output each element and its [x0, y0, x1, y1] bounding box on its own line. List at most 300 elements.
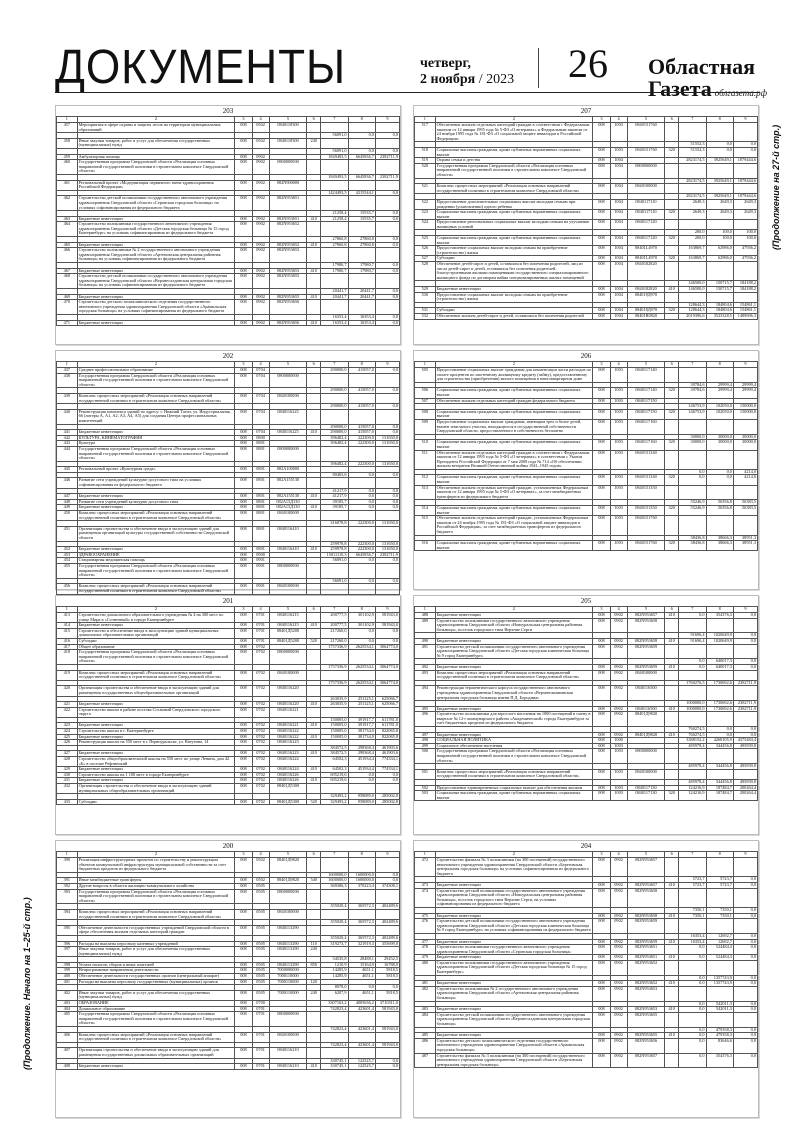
- expense-type: 320: [665, 388, 679, 398]
- target-code: 082N953659: [627, 939, 665, 945]
- table-row: [57, 909, 400, 919]
- expense-type: 850: [307, 962, 321, 968]
- section-code: 0700: [252, 1001, 269, 1007]
- amount-2026: [733, 712, 757, 727]
- item-name: СОЦИАЛЬНАЯ ПОЛИТИКА: [435, 738, 593, 744]
- item-name: Организация строительства и обеспечение ввода в эксплуатацию зданий для размещения организаций культуры государственной собственности Свердловской области: [77, 526, 235, 541]
- item-name: Строительство детской поликлиники государственного автономного учреждения здравоохранения Свердловской области «Новоуральская центральная районная больница», поселок городского типа Верхние Серги, на условиях софинансирования из федерального бюджета: [435, 888, 593, 907]
- ministry-code: 008: [235, 767, 252, 773]
- amount-2026: 0,0: [375, 878, 399, 884]
- amount-2026: 2649,3: [733, 199, 757, 209]
- row-number: 472: [415, 858, 436, 877]
- column-header: 4: [610, 117, 627, 123]
- amount-2025: 122525,7: [348, 1058, 375, 1064]
- amount-2025: 0,0: [706, 142, 733, 148]
- expense-type: [665, 184, 679, 194]
- section-code: 0502: [252, 138, 269, 148]
- amount-2025: [706, 749, 733, 764]
- section-code: 1003: [610, 541, 627, 551]
- item-name: Социальные выплаты гражданам, кроме публичных нормативных социальных выплат: [435, 210, 593, 220]
- row-number: 501: [415, 769, 436, 779]
- brand-site: облгазета.рф: [714, 88, 768, 98]
- table-row: [57, 248, 400, 263]
- item-name: Социальные выплаты гражданам, кроме публичных нормативных социальных выплат: [435, 147, 593, 157]
- item-name: Государственная программа Свердловской области «Реализация основных направлений государственной политики в строительном комплексе Свердловской области»: [77, 650, 235, 665]
- section-code: 0902: [610, 888, 627, 907]
- expense-type: [307, 160, 321, 175]
- target-code: 082N953657: [627, 858, 665, 877]
- sheet-page-number: 202: [222, 352, 234, 360]
- table-row: [57, 650, 400, 665]
- item-name: Строительство поликлиники № 2 государственного автономного учреждения здравоохранения Свердловской области «Артемовская центральная районная больница» на условиях софинансирования из федерального бюджета: [77, 248, 235, 263]
- target-code: 0840182820: [627, 287, 665, 293]
- section-code: 1004: [610, 199, 627, 209]
- amount-2024: [679, 670, 706, 680]
- item-name: Бюджетные инвестиции: [435, 613, 593, 619]
- expense-type: [307, 757, 321, 767]
- amount-2025: 17980,7: [348, 263, 375, 269]
- amount-2024: 5723,7: [679, 877, 706, 883]
- row-number: 396: [57, 941, 78, 947]
- amount-2024: 0,0: [679, 1038, 706, 1053]
- amount-2026: [375, 1012, 399, 1027]
- amount-2026: [375, 947, 399, 957]
- amount-2026: [375, 222, 399, 237]
- amount-2026: 0,0: [375, 289, 399, 295]
- row-number: 424: [57, 729, 78, 735]
- amount-2025: 38666,3: [706, 541, 733, 551]
- row-number: 517: [415, 123, 436, 142]
- table-row: [57, 858, 400, 873]
- column-header: 9: [375, 117, 399, 123]
- item-name: Социальные выплаты гражданам, кроме публичных нормативных социальных выплат: [435, 236, 593, 246]
- row-number: 495: [415, 706, 436, 712]
- column-header: 6: [307, 117, 321, 123]
- amount-2024: 0,0: [679, 469, 706, 475]
- section-code: 0702: [252, 670, 269, 680]
- amount-2026: 0,0: [733, 975, 757, 981]
- item-name: Государственная программа Свердловской области «Реализация основных направлений государственной политики в строительном комплексе Свердловской области»: [77, 563, 235, 578]
- item-name: Строительство детской поликлиники государственного автономного учреждения здравоохранения Свердловской области «Верхнесалдинская центральная городская больница»: [435, 1012, 593, 1027]
- ministry-code: 008: [235, 968, 252, 974]
- amount-2024: 263035,9: [321, 702, 348, 708]
- row-number: 464: [57, 222, 78, 237]
- ministry-code: 008: [593, 256, 610, 262]
- column-header: 4: [252, 852, 269, 858]
- amount-2025: 354376,3: [706, 1053, 733, 1068]
- column-header: 8: [348, 607, 375, 613]
- target-code: 0840100000: [269, 511, 307, 521]
- row-number: 524: [415, 220, 436, 230]
- continued-on-note: (Продолжение на 27-й стр.): [771, 124, 781, 250]
- amount-2026: 131650,0: [375, 541, 399, 547]
- ministry-code: 008: [593, 308, 610, 314]
- amount-2026: 29452,5: [375, 957, 399, 963]
- item-name: Комплекс процессных мероприятий «Реализация основных направлений государственной политики в строительном комплексе Свердловской области»: [435, 184, 593, 194]
- row-number: 515: [415, 516, 436, 535]
- section-code: 0902: [252, 180, 269, 190]
- ministry-code: 008: [593, 618, 610, 633]
- amount-2025: [706, 220, 733, 230]
- amount-2026: 0,0: [375, 985, 399, 991]
- target-code: 082N953653: [627, 986, 665, 1001]
- target-code: 082A155130: [269, 494, 307, 500]
- amount-2024: [679, 618, 706, 633]
- amount-2026: [733, 220, 757, 230]
- amount-2025: [706, 1012, 733, 1027]
- item-name: Строительство детской поликлиники государственного автономного учреждения здравоохранения Свердловской области «Детская городская клиническая больница № 9 город Екатеринбург» на условиях софинансирования из федерального бюджета: [435, 919, 593, 934]
- target-code: 082N953653: [269, 268, 307, 274]
- amount-2024: 38436,8: [679, 535, 706, 541]
- row-number: 447: [57, 494, 78, 500]
- expense-type: 410: [307, 430, 321, 436]
- amount-2024: [679, 262, 706, 281]
- amount-2024: 56091,0: [321, 558, 348, 564]
- amount-2025: [706, 888, 733, 907]
- row-number: 512: [415, 475, 436, 485]
- target-code: 082N953658: [627, 888, 665, 907]
- section-code: 0902: [610, 960, 627, 975]
- amount-2025: 344456,8: [706, 764, 733, 770]
- item-name: Строительство поликлиники № 2 государственного автономного учреждения здравоохранения Свердловской области «Артемовская центральная районная больница»: [435, 986, 593, 1001]
- amount-2026: [733, 419, 757, 434]
- row-number: 493: [415, 670, 436, 680]
- amount-2026: [375, 274, 399, 289]
- amount-2024: [321, 1048, 348, 1058]
- amount-2025: [706, 262, 733, 281]
- target-code: 0840151340: [627, 475, 665, 485]
- amount-2026: 0,0: [733, 945, 757, 955]
- row-number: 496: [415, 712, 436, 727]
- document-sheet-200: [55, 840, 401, 1118]
- row-number: 453: [57, 552, 78, 558]
- expense-type: [665, 1038, 679, 1053]
- ministry-code: 008: [235, 248, 252, 263]
- expense-type: [307, 784, 321, 794]
- expense-type: 410: [307, 242, 321, 248]
- section-code: 0902: [610, 981, 627, 987]
- target-code: 08401Д5200: [269, 628, 307, 638]
- item-name: Предоставление социальных выплат молодым семьям на приобретение (строительство) жилья: [435, 292, 593, 302]
- amount-2024: 34535,8: [321, 957, 348, 963]
- amount-2024: [679, 888, 706, 907]
- row-number: 530: [415, 292, 436, 302]
- expense-type: [307, 1048, 321, 1058]
- brand-name: Газета: [648, 76, 712, 101]
- target-code: 0840118300: [269, 138, 307, 148]
- amount-2024: 39185,7: [321, 499, 348, 505]
- table-row: [415, 409, 758, 419]
- amount-2025: 102050,0: [706, 409, 733, 419]
- section-code: 0902: [252, 196, 269, 211]
- ministry-code: 008: [235, 409, 252, 424]
- amount-2026: 0,0: [375, 388, 399, 394]
- column-header: 2: [77, 607, 235, 613]
- expense-type: [665, 618, 679, 633]
- section-code: 0704: [252, 409, 269, 424]
- ministry-code: 008: [235, 772, 252, 778]
- table-row: [415, 123, 758, 142]
- amount-2024: 263035,9: [321, 696, 348, 702]
- amount-2025: 958089,0: [348, 794, 375, 800]
- ministry-code: 008: [235, 757, 252, 767]
- table-row: [415, 368, 758, 383]
- amount-2024: [321, 584, 348, 594]
- ministry-code: 008: [235, 478, 252, 488]
- amount-2024: [321, 393, 348, 403]
- table-row: [57, 707, 400, 717]
- section-code: 0704: [252, 368, 269, 374]
- row-number: 401: [57, 979, 78, 985]
- amount-2024: 355020,4: [321, 920, 348, 926]
- amount-2024: 329493,2: [321, 794, 348, 800]
- amount-2024: 369306,3: [321, 883, 348, 889]
- row-number: 427: [57, 751, 78, 757]
- ministry-code: 008: [593, 732, 610, 738]
- amount-2024: 150005,0: [321, 729, 348, 735]
- item-name: Строительство детского поликлинического отделения государственного автономного учреждения здравоохранения Свердловской области «Арамильская городская больница» на условиях софинансирования из федерального бюджета: [77, 300, 235, 315]
- target-code: 08401Д9820: [627, 732, 665, 738]
- ministry-code: 008: [235, 154, 252, 160]
- amount-2024: [679, 986, 706, 1001]
- amount-2025: [706, 485, 733, 500]
- table-row: [415, 147, 758, 157]
- target-code: 082N953657: [627, 882, 665, 888]
- section-code: 0701: [252, 613, 269, 623]
- table-row: [415, 618, 758, 633]
- section-code: 0702: [252, 751, 269, 757]
- column-header: 3: [593, 362, 610, 368]
- section-code: 0801: [252, 467, 269, 473]
- expense-type: 410: [665, 939, 679, 945]
- section-code: 0902: [252, 154, 269, 160]
- table-row: [415, 888, 758, 907]
- amount-2026: 4214,0: [733, 475, 757, 485]
- amount-2025: 4268105,9: [706, 738, 733, 744]
- sheet-page-number: 200: [222, 842, 234, 850]
- amount-2025: 222300,0: [348, 441, 375, 447]
- amount-2024: [321, 909, 348, 919]
- item-name: Обеспечение жильем отдельных категорий граждан, установленных Федеральным законом от 24 ноября 1995 года № 181-ФЗ «О социальной защите инвалидов в Российской Федерации», за счет межбюджетных трансфертов из федерального бюджета: [435, 516, 593, 535]
- expense-type: 320: [665, 236, 679, 246]
- ministry-code: 008: [235, 702, 252, 708]
- target-code: 0840117160: [627, 440, 665, 450]
- amount-2026: 5818,5: [375, 990, 399, 1000]
- amount-2026: 0,0: [733, 1053, 757, 1068]
- section-code: 0505: [252, 968, 269, 974]
- ministry-code: 008: [593, 858, 610, 877]
- item-name: Предоставление социальных выплат гражданам для компенсации части расходов по оплате процентов по ипотечному жилищному кредиту (займу), предоставленному для строительства (приобретения) жилого помещения в многоквартирном доме: [436, 367, 591, 382]
- amount-2025: [348, 409, 375, 424]
- amount-2026: 0,0: [375, 472, 399, 478]
- row-number: 451: [57, 526, 78, 541]
- item-name: Организация строительства и обеспечение ввода в эксплуатацию зданий для размещения государственных общеобразовательных организаций: [77, 686, 235, 696]
- row-number: 463: [57, 216, 78, 222]
- amount-2024: 695219,6: [321, 772, 348, 778]
- expense-type: 110: [307, 941, 321, 947]
- expense-type: [665, 220, 679, 230]
- amount-2025: [706, 769, 733, 779]
- target-code: 0840116224: [269, 767, 307, 773]
- amount-2025: 415057,0: [348, 424, 375, 430]
- amount-2026: [375, 889, 399, 904]
- document-sheet-203: [55, 105, 401, 345]
- amount-2026: 0,0: [375, 242, 399, 248]
- table-row: [57, 584, 400, 594]
- row-number: 519: [415, 158, 436, 164]
- amount-2024: 51552,3: [679, 147, 706, 157]
- expense-type: 320: [665, 791, 679, 801]
- amount-2025: [348, 686, 375, 696]
- target-code: 0840117140: [627, 368, 665, 383]
- target-code: 082A155130: [269, 478, 307, 488]
- column-header: 7: [321, 852, 348, 858]
- amount-2025: 62986,0: [706, 256, 733, 262]
- row-number: 394: [57, 909, 78, 919]
- ministry-code: 008: [235, 320, 252, 326]
- ministry-code: 008: [235, 180, 252, 190]
- amount-2024: [321, 526, 348, 541]
- ministry-code: 008: [593, 749, 610, 764]
- ministry-code: 008: [235, 644, 252, 650]
- amount-2026: 0,0: [375, 505, 399, 511]
- row-number: 525: [415, 236, 436, 246]
- table-row: [415, 210, 758, 220]
- ministry-code: 008: [593, 246, 610, 256]
- amount-2025: 321919,3: [348, 941, 375, 947]
- table-row: [415, 292, 758, 302]
- section-code: 1004: [610, 158, 627, 164]
- amount-2024: [321, 511, 348, 521]
- row-number: 414: [57, 623, 78, 629]
- target-code: 0800000000: [269, 889, 307, 904]
- expense-type: [665, 945, 679, 955]
- column-header: 1: [57, 117, 78, 123]
- amount-2025: 301102,9: [348, 613, 375, 623]
- expense-type: [307, 393, 321, 403]
- target-code: 0840116223: [269, 751, 307, 757]
- amount-2026: [375, 858, 399, 873]
- column-header: 5: [269, 607, 307, 613]
- section-code: 1004: [610, 287, 627, 293]
- amount-2024: [679, 184, 706, 194]
- amount-2024: [321, 222, 348, 237]
- amount-2024: 290000,0: [321, 388, 348, 394]
- item-name: Организация строительства и обеспечение ввода в эксплуатацию зданий муниципальных общеобразовательных организаций: [77, 784, 235, 794]
- row-number: 446: [57, 478, 78, 488]
- table-row: [415, 440, 758, 450]
- target-code: 0840116226: [269, 772, 307, 778]
- ministry-code: 008: [593, 184, 610, 194]
- expense-type: 410: [665, 287, 679, 293]
- column-header: 3: [593, 607, 610, 613]
- amount-2026: [733, 749, 757, 764]
- item-name: Социальные выплаты гражданам, кроме публичных нормативных социальных выплат: [435, 409, 593, 419]
- amount-2024: 30000,0: [679, 440, 706, 450]
- target-code: 082N953659: [627, 664, 665, 670]
- expense-type: [307, 628, 321, 638]
- item-name: Бюджетные инвестиции: [435, 1033, 593, 1039]
- amount-2026: 581943,0: [375, 1006, 399, 1012]
- amount-2025: 958089,0: [348, 799, 375, 805]
- item-name: Бюджетные инвестиции: [77, 294, 235, 300]
- amount-2025: 0,0: [706, 469, 733, 475]
- masthead: [0, 0, 800, 100]
- item-name: Комплекс процессных мероприятий «Реализация основных направлений государственной политики в строительном комплексе Свердловской области»: [435, 670, 593, 680]
- ministry-code: 008: [593, 769, 610, 779]
- amount-2024: [679, 712, 706, 727]
- item-name: Обеспечение жильем отдельных категорий граждан федерального бюджета: [435, 398, 593, 404]
- item-name: Бюджетные инвестиции: [77, 547, 235, 553]
- amount-2024: 16353,4: [321, 320, 348, 326]
- amount-2024: 290000,0: [321, 430, 348, 436]
- column-header: 7: [679, 852, 706, 858]
- amount-2024: 1424493,5: [321, 190, 348, 196]
- amount-2024: 51552,3: [679, 142, 706, 148]
- amount-2025: [348, 1032, 375, 1042]
- amount-2025: 0,0: [348, 505, 375, 511]
- amount-2026: 581943,0: [375, 613, 399, 623]
- amount-2025: 187484,7: [706, 791, 733, 801]
- row-number: 468: [57, 274, 78, 289]
- amount-2025: 2625534,1: [348, 680, 375, 686]
- target-code: 082N953658: [627, 618, 665, 633]
- item-name: Строительство детской поликлиники государственного автономного учреждения здравоохранения Свердловской области «Серовская городская больница» на условиях софинансирования из федерального бюджета: [77, 196, 235, 211]
- target-code: 082N953652: [627, 960, 665, 975]
- amount-2026: [733, 769, 757, 779]
- amount-2024: 0,0: [679, 475, 706, 485]
- amount-2025: 184804,6: [706, 302, 733, 308]
- item-name: Региональный проект «Культурная среда»: [77, 467, 235, 473]
- target-code: 0840100000: [269, 1032, 307, 1042]
- amount-2024: 200,0: [679, 236, 706, 246]
- section-code: 0505: [252, 990, 269, 1000]
- column-header: 7: [321, 362, 348, 368]
- amount-2025: 222300,0: [348, 541, 375, 547]
- amount-2025: [348, 670, 375, 680]
- section-code: 0902: [610, 706, 627, 712]
- item-name: Бюджетные инвестиции: [435, 955, 593, 961]
- amount-2024: 55246,9: [679, 500, 706, 506]
- column-header: 3: [593, 117, 610, 123]
- expense-type: 540: [307, 878, 321, 884]
- amount-2026: 0,0: [375, 872, 399, 878]
- section-code: 0702: [252, 723, 269, 729]
- amount-2024: 760274,5: [679, 732, 706, 738]
- expense-type: [307, 584, 321, 594]
- section-code: 0801: [252, 478, 269, 488]
- brand-line-1: Областная: [648, 54, 756, 79]
- amount-2026: 29999,4: [733, 382, 757, 388]
- amount-2025: 391917,7: [348, 717, 375, 723]
- table-row: [415, 1038, 758, 1053]
- row-number: 474: [415, 888, 436, 907]
- amount-2026: [375, 925, 399, 935]
- amount-2026: 38951,3: [733, 535, 757, 541]
- target-code: 0840100000: [269, 393, 307, 403]
- ministry-code: 008: [235, 686, 252, 696]
- row-number: 422: [57, 707, 78, 717]
- row-number: 397: [57, 947, 78, 957]
- amount-2025: 0,0: [348, 494, 375, 500]
- ministry-code: 008: [235, 558, 252, 564]
- expense-type: [307, 300, 321, 315]
- section-code: 0902: [252, 294, 269, 300]
- document-sheet-207: [413, 105, 759, 345]
- section-code: 0902: [610, 613, 627, 619]
- ministry-code: 008: [235, 670, 252, 680]
- amount-2026: [375, 511, 399, 521]
